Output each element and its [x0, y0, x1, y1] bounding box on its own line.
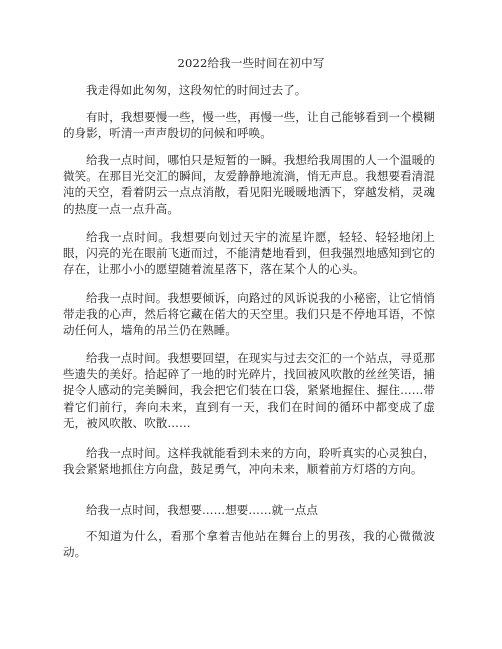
paragraph-3: 给我一点时间，哪怕只是短暂的一瞬。我想给我周围的人一个温暖的微笑。在那目光交汇的瞬间，友爱静静地流淌，悄无声息。我想要看清混沌的天空，看着阴云一点点消散，看见阳光暖暖地洒下，穿越发梢，灵魂的热度一点一点升高。 [63, 153, 435, 216]
paragraph-5: 给我一点时间。我想要倾诉，向路过的风诉说我的小秘密，让它悄悄带走我的心声，然后将它藏在偌大的天空里。我们只是不停地耳语，不惊动任何人，墙角的吊兰仍在熟睡。 [63, 291, 435, 338]
document-title: 2022给我一些时间在初中写 [177, 56, 325, 70]
paragraph-2: 有时，我想要慢一些，慢一些，再慢一些，让自己能够看到一个模糊的身影，听清一声声殷切的问候和呼唤。 [63, 110, 435, 141]
paragraph-9: 不知道为什么，看那个拿着吉他站在舞台上的男孩，我的心微微波动。 [63, 529, 435, 560]
paragraph-8: 给我一点时间，我想要……想要……就一点点 [86, 503, 318, 517]
paragraph-4: 给我一点时间。我想要向划过天宇的流星许愿，轻轻、轻轻地闭上眼，闪亮的光在眼前飞逝而过，不能清楚地看到，但我强烈地感知到它的存在，让那小小的愿望随着流星落下，落在某个人的心头。 [63, 230, 435, 277]
paragraph-1: 我走得如此匆匆，这段匆忙的时间过去了。 [86, 83, 307, 97]
paragraph-7: 给我一点时间。这样我就能看到未来的方向，聆听真实的心灵独白，我会紧紧地抓住方向盘，鼓足勇气，冲向未来，顺着前方灯塔的方向。 [63, 446, 435, 477]
paragraph-6: 给我一点时间。我想要回望，在现实与过去交汇的一个站点，寻觅那些遗失的美好。拾起碎了一地的时光碎片，找回被风吹散的丝丝笑语，捕捉令人感动的完美瞬间，我会把它们装在口袋，紧紧地握住、握住……带着它们前行，奔向未来，直到有一天，我们在时间的循环中都变成了虚无，被风吹散、吹散…… [63, 351, 435, 430]
